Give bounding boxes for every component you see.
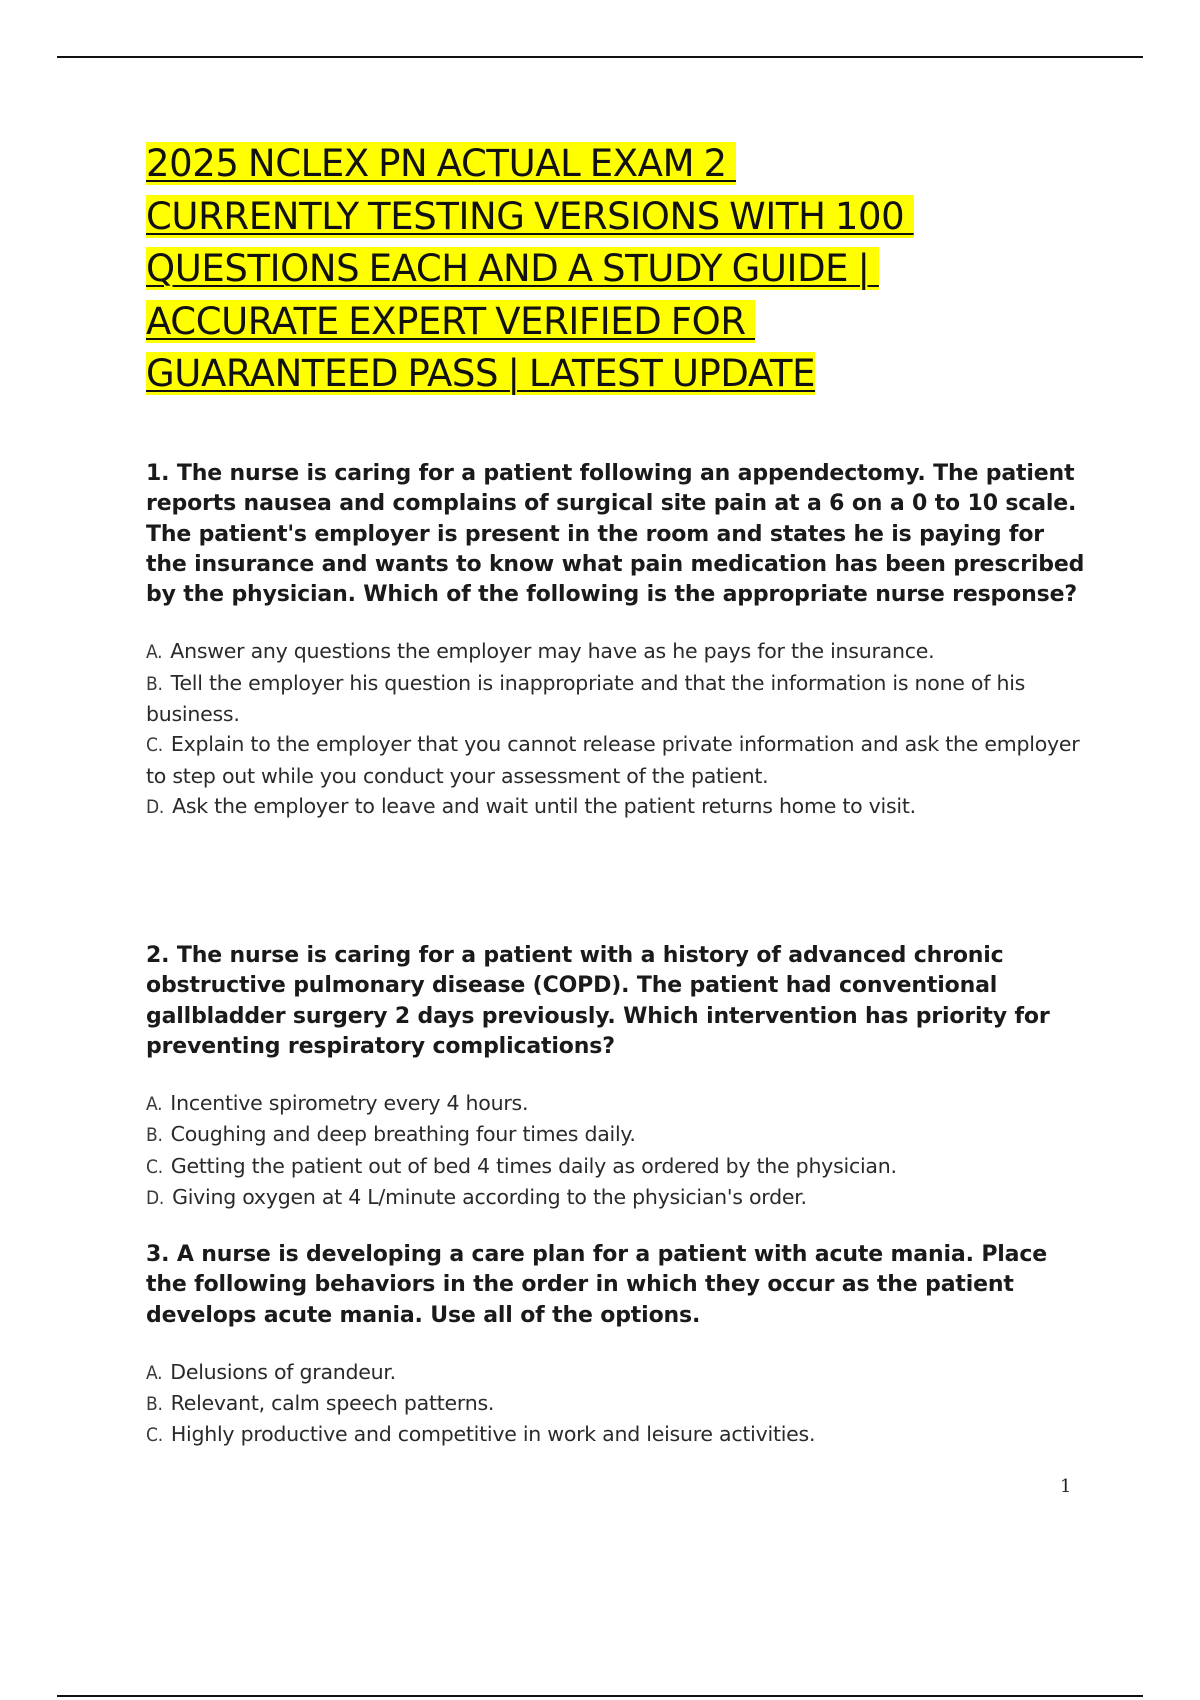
option-letter: A. (146, 641, 163, 664)
answer-option (146, 1388, 1091, 1419)
option-text: Giving oxygen at 4 L/minute according to the physician's order. (172, 1185, 807, 1210)
option-text: Incentive spirometry every 4 hours. (170, 1091, 529, 1116)
answer-option (146, 1088, 1091, 1119)
answer-option (146, 1151, 1091, 1182)
option-text: Highly productive and competitive in work and leisure activities. (170, 1422, 816, 1447)
option-letter: C. (146, 1155, 163, 1178)
option-text: Answer any questions the employer may have as he pays for the insurance. (170, 639, 935, 664)
title-line: ACCURATE EXPERT VERIFIED FOR (146, 299, 756, 343)
answer-option (146, 1119, 1091, 1150)
page-number: 1 (1060, 1476, 1072, 1497)
answer-option (146, 1182, 1091, 1213)
answer-option (146, 791, 1091, 822)
question-3 (146, 1240, 1091, 1451)
question-text: 2. The nurse is caring for a patient with a history of advanced chronic obstructive pulmonary disease (COPD). The patient had conventional gallbladder surgery 2 days previously. Which intervention has priority for preventing respiratory complications? (146, 943, 1050, 1059)
question-text: 3. A nurse is developing a care plan for a patient with acute mania. Place the following behaviors in the order in which they occur as the patient develops acute mania. Use all of the options. (146, 1242, 1048, 1328)
option-text: Relevant, calm speech patterns. (170, 1391, 495, 1416)
option-letter: D. (146, 795, 165, 818)
question-text: 1. The nurse is caring for a patient following an appendectomy. The patient reports nausea and complains of surgical site pain at a 6 on a 0 to 10 scale. The patient's employer is present in the room and states he is paying for the insurance and wants to know what pain medication has been prescribed by the physician. Which of the following is the appropriate nurse response? (146, 461, 1085, 608)
answer-options (146, 1088, 1091, 1213)
title-line: GUARANTEED PASS | LATEST UPDATE (146, 352, 816, 395)
option-letter: C. (146, 1424, 163, 1447)
option-letter: C. (146, 734, 163, 757)
option-letter: A. (146, 1361, 163, 1384)
answer-options (146, 636, 1091, 822)
option-text: Tell the employer his question is inappropriate and that the information is none of his business. (146, 670, 1026, 727)
option-text: Getting the patient out of bed 4 times daily as ordered by the physician. (170, 1153, 897, 1178)
option-letter: B. (146, 1124, 163, 1147)
option-letter: D. (146, 1187, 165, 1210)
option-text: Delusions of grandeur. (170, 1359, 396, 1384)
title-line: CURRENTLY TESTING VERSIONS WITH 100 (146, 194, 914, 238)
option-text: Explain to the employer that you cannot release private information and ask the employer to step out while you conduct your assessment of the patient. (146, 732, 1080, 788)
option-text: Coughing and deep breathing four times daily. (170, 1122, 636, 1147)
answer-option (146, 668, 1091, 730)
title-line: 2025 NCLEX PN ACTUAL EXAM 2 (146, 142, 736, 185)
question-2 (146, 941, 1091, 1213)
top-divider (57, 56, 1143, 58)
answer-option (146, 636, 1091, 667)
option-text: Ask the employer to leave and wait until the patient returns home to visit. (172, 793, 916, 818)
question-1 (146, 459, 1091, 822)
answer-option (146, 729, 1091, 791)
bottom-divider (57, 1695, 1143, 1697)
answer-options (146, 1357, 1091, 1451)
option-letter: A. (146, 1093, 163, 1116)
answer-option (146, 1419, 1091, 1450)
option-letter: B. (146, 672, 163, 695)
title-line: QUESTIONS EACH AND A STUDY GUIDE | (146, 247, 879, 290)
answer-option (146, 1357, 1091, 1388)
option-letter: B. (146, 1393, 163, 1416)
document-title (146, 138, 1076, 401)
